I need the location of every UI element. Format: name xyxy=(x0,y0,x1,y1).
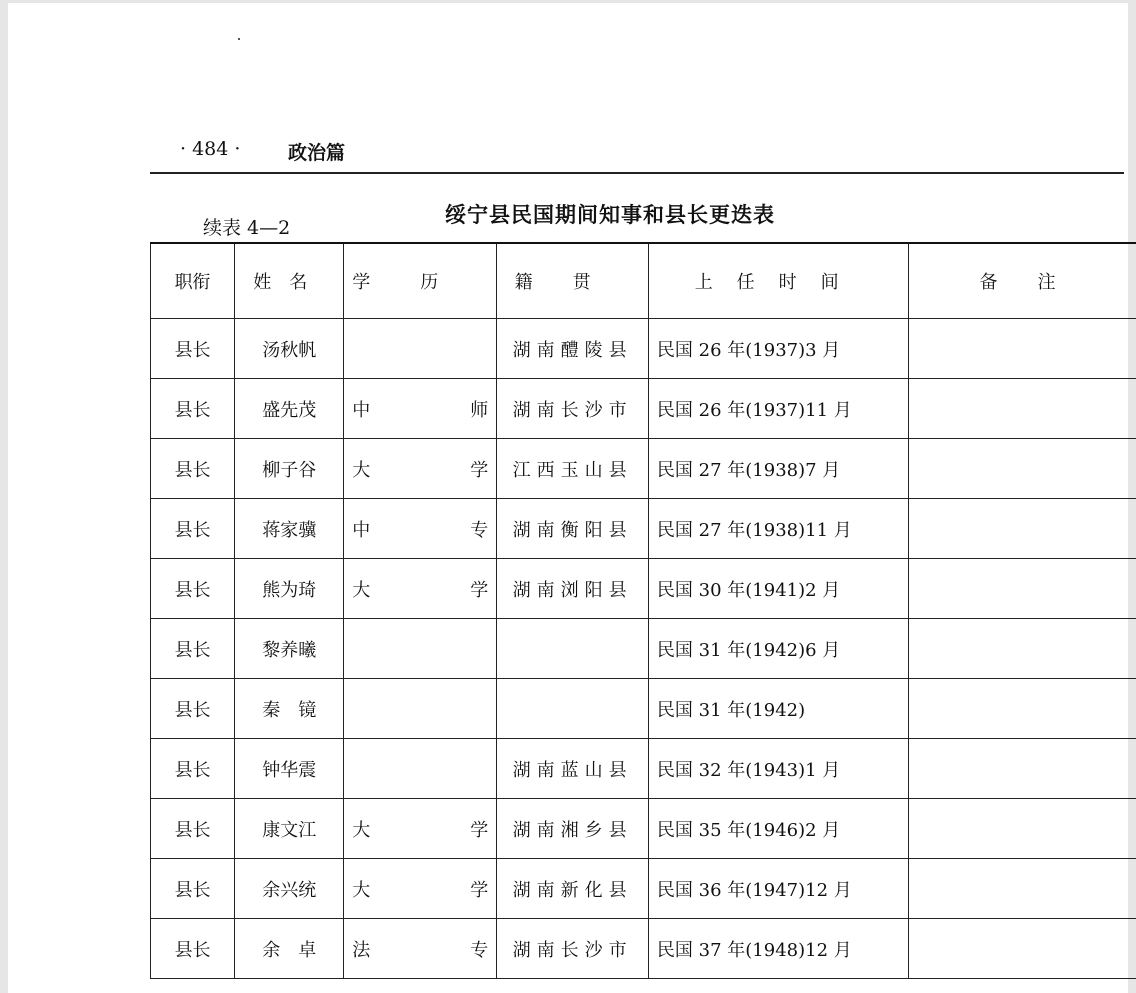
cell-origin: 湖南蓝山县 xyxy=(497,739,649,799)
officials-table xyxy=(150,242,1136,979)
cell-name: 汤秋帆 xyxy=(235,319,344,379)
cell-start-date: 民国 26 年(1937)3 月 xyxy=(648,319,909,379)
cell-origin: 湖南醴陵县 xyxy=(497,319,649,379)
cell-start-date: 民国 35 年(1946)2 月 xyxy=(648,799,909,859)
cell-notes xyxy=(909,499,1136,559)
cell-name: 盛先茂 xyxy=(235,379,344,439)
cell-title: 县长 xyxy=(151,379,235,439)
cell-origin: 湖南新化县 xyxy=(497,859,649,919)
cell-education xyxy=(344,859,497,919)
col-header-title: 职衔 xyxy=(151,243,235,319)
table-row xyxy=(151,499,1136,559)
table-row xyxy=(151,919,1136,979)
page-number: · 484 · xyxy=(180,138,240,160)
cell-title: 县长 xyxy=(151,739,235,799)
cell-education xyxy=(344,319,497,379)
education-part: 师 xyxy=(470,396,488,422)
cell-notes xyxy=(909,319,1136,379)
cell-origin: 湖南长沙市 xyxy=(497,379,649,439)
cell-start-date: 民国 31 年(1942) xyxy=(648,679,909,739)
table-row xyxy=(151,319,1136,379)
cell-name: 秦 镜 xyxy=(235,679,344,739)
education-part: 学 xyxy=(470,816,488,842)
cell-start-date: 民国 26 年(1937)11 月 xyxy=(648,379,909,439)
cell-education xyxy=(344,619,497,679)
cell-start-date: 民国 27 年(1938)7 月 xyxy=(648,439,909,499)
cell-name: 钟华震 xyxy=(235,739,344,799)
cell-notes xyxy=(909,559,1136,619)
table-row xyxy=(151,859,1136,919)
education-part: 学 xyxy=(470,456,488,482)
cell-name: 柳子谷 xyxy=(235,439,344,499)
cell-title: 县长 xyxy=(151,679,235,739)
cell-origin: 湖南浏阳县 xyxy=(497,559,649,619)
education-part: 学 xyxy=(470,876,488,902)
col-header-start-date: 上任时间 xyxy=(648,243,909,319)
cell-start-date: 民国 27 年(1938)11 月 xyxy=(648,499,909,559)
cell-notes xyxy=(909,379,1136,439)
table-row xyxy=(151,799,1136,859)
cell-origin xyxy=(497,679,649,739)
col-header-education: 学历 xyxy=(344,243,497,319)
cell-title: 县长 xyxy=(151,439,235,499)
cell-title: 县长 xyxy=(151,499,235,559)
cell-name: 余 卓 xyxy=(235,919,344,979)
education-part: 大 xyxy=(352,576,370,602)
table-row xyxy=(151,559,1136,619)
cell-title: 县长 xyxy=(151,319,235,379)
cell-title: 县长 xyxy=(151,799,235,859)
col-header-notes: 备注 xyxy=(909,243,1136,319)
education-part: 中 xyxy=(352,516,370,542)
cell-notes xyxy=(909,439,1136,499)
education-part: 专 xyxy=(470,936,488,962)
table-row xyxy=(151,739,1136,799)
cell-name: 余兴统 xyxy=(235,859,344,919)
cell-origin: 湖南长沙市 xyxy=(497,919,649,979)
cell-education xyxy=(344,799,497,859)
cell-notes xyxy=(909,919,1136,979)
cell-start-date: 民国 32 年(1943)1 月 xyxy=(648,739,909,799)
cell-education xyxy=(344,439,497,499)
table-row xyxy=(151,379,1136,439)
cell-origin: 湖南湘乡县 xyxy=(497,799,649,859)
cell-title: 县长 xyxy=(151,559,235,619)
cell-name: 熊为琦 xyxy=(235,559,344,619)
cell-education xyxy=(344,559,497,619)
cell-start-date: 民国 31 年(1942)6 月 xyxy=(648,619,909,679)
table-row xyxy=(151,439,1136,499)
col-header-name: 姓名 xyxy=(235,243,344,319)
cell-name: 蒋家骥 xyxy=(235,499,344,559)
cell-start-date: 民国 30 年(1941)2 月 xyxy=(648,559,909,619)
education-part: 法 xyxy=(352,936,370,962)
cell-origin: 江西玉山县 xyxy=(497,439,649,499)
table-header-row xyxy=(151,243,1136,319)
cell-education xyxy=(344,919,497,979)
cell-origin: 湖南衡阳县 xyxy=(497,499,649,559)
cell-start-date: 民国 36 年(1947)12 月 xyxy=(648,859,909,919)
section-title: 政治篇 xyxy=(288,138,345,165)
education-part: 专 xyxy=(470,516,488,542)
cell-title: 县长 xyxy=(151,619,235,679)
education-part: 大 xyxy=(352,816,370,842)
education-part: 中 xyxy=(352,396,370,422)
cell-name: 康文江 xyxy=(235,799,344,859)
education-part: 大 xyxy=(352,456,370,482)
cell-notes xyxy=(909,859,1136,919)
table-caption: 续表 4—2 xyxy=(203,213,290,240)
table-title: 绥宁县民国期间知事和县长更迭表 xyxy=(445,199,775,229)
cell-start-date: 民国 37 年(1948)12 月 xyxy=(648,919,909,979)
cell-title: 县长 xyxy=(151,919,235,979)
col-header-origin: 籍贯 xyxy=(497,243,649,319)
cell-education xyxy=(344,739,497,799)
cell-notes xyxy=(909,799,1136,859)
cell-notes xyxy=(909,679,1136,739)
education-part: 学 xyxy=(470,576,488,602)
table-row xyxy=(151,619,1136,679)
education-part: 大 xyxy=(352,876,370,902)
cell-notes xyxy=(909,619,1136,679)
cell-notes xyxy=(909,739,1136,799)
cell-education xyxy=(344,379,497,439)
cell-education xyxy=(344,499,497,559)
cell-name: 黎养曦 xyxy=(235,619,344,679)
cell-origin xyxy=(497,619,649,679)
scan-speck xyxy=(238,38,240,40)
cell-title: 县长 xyxy=(151,859,235,919)
table-row xyxy=(151,679,1136,739)
cell-education xyxy=(344,679,497,739)
header-rule xyxy=(150,172,1124,174)
